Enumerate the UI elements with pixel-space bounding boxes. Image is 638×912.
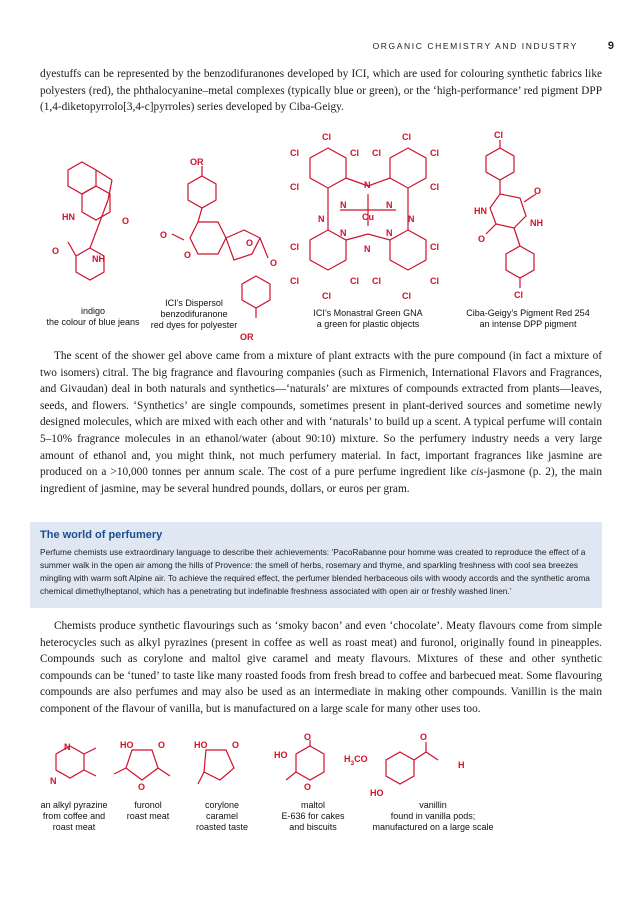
furonol-caption-line-2: roast meat (126, 811, 170, 821)
monastral-structure (290, 132, 439, 301)
dispersol-atom-o4: O (270, 258, 278, 268)
monastral-cl-8: Cl (430, 182, 439, 192)
dpp-caption-line-2: an intense DPP pigment (479, 319, 577, 329)
furonol-atom-ho: HO (120, 740, 134, 750)
monastral-cl-2: Cl (402, 132, 411, 142)
indigo-caption-line-1: indigo (80, 306, 106, 316)
maltol-caption-line-3: and biscuits (289, 822, 337, 832)
vanillin-caption-line-1: vanillin (419, 800, 447, 810)
monastral-cl-1: Cl (322, 132, 331, 142)
maltol-atom-ho: HO (274, 750, 288, 760)
corylone-atom-o: O (232, 740, 240, 750)
monastral-cl-3: Cl (290, 148, 299, 158)
dispersol-caption (134, 298, 254, 331)
indigo-atom-o1: O (122, 216, 130, 226)
pyrazine-n-2: N (50, 776, 57, 786)
dispersol-caption-line-2: benzodifuranone (160, 309, 228, 319)
maltol-caption-line-1: maltol (300, 800, 325, 810)
vanillin-atom-ho: HO (370, 788, 384, 798)
dpp-atom-o1: O (534, 186, 542, 196)
dispersol-atom-o3: O (246, 238, 254, 248)
dpp-caption (450, 308, 606, 330)
dispersol-atom-o2: O (184, 250, 192, 260)
dye-structures-figure (30, 128, 610, 340)
monastral-cu: Cu (362, 212, 374, 222)
running-title: ORGANIC CHEMISTRY AND INDUSTRY (372, 41, 578, 51)
cis-italic: cis (470, 466, 484, 479)
pyrazine-caption-line-1: an alkyl pyrazine (40, 800, 108, 810)
furonol-atom-o1: O (158, 740, 166, 750)
vanillin-atom-h3co: $H_3CO$ (344, 754, 368, 767)
dpp-cl-bottom: Cl (514, 290, 523, 300)
monastral-n-4: N (318, 214, 325, 224)
paragraph-flavourings: Chemists produce synthetic flavourings such as ‘smoky bacon’ and even ‘chocolate’. Meaty flavours come from simple heterocycles such as alkyl pyrazines (present in coffee as well as roast meat) and furonol, originally found in pineapples. Compounds such as corylone and maltol give caramel and meaty flavours. Mixtures of these and other synthetic compounds can be ‘tuned’ to taste like many roasted foods from fresh bread to coffee and barbecued meat. Some flavouring compounds are also perfumes and may also be used as an intermediate in making other compounds. Vanillin is the main component of the flavour of vanilla, but is manufactured on a large scale for many other uses too. (40, 620, 602, 715)
monastral-n-8: N (364, 244, 371, 254)
furonol-structure (114, 740, 170, 792)
box-title: The world of perfumery (40, 529, 163, 541)
corylone-caption-line-2: caramel (205, 811, 238, 821)
monastral-n-2: N (340, 200, 347, 210)
maltol-caption (268, 800, 358, 833)
monastral-cl-15: Cl (322, 291, 331, 301)
vanillin-atom-h: H (458, 760, 465, 770)
corylone-structure (194, 740, 239, 784)
vanillin-caption (358, 800, 508, 833)
furonol-caption (114, 800, 182, 822)
indigo-structure (52, 162, 129, 280)
maltol-caption-line-2: E-636 for cakes (281, 811, 345, 821)
maltol-structure (274, 732, 324, 792)
monastral-cl-11: Cl (290, 276, 299, 286)
paragraph2-text: The scent of the shower gel above came from a mixture of plant extracts with the pure compound (in fact a mixture of two isomers) citral. The big fragrance and flavouring companies (such as Firmenich, International Flavors and Fragrances, and Givaudan) deal in both naturals and synthetics—‘naturals’ are mixtures of compounds extracted from plants—leaves, seeds, and flowers. ‘Synthetics’ are single compounds, sometimes present in plant-derived sources and sometime newly designed molecules, which are mixed with each other and with ‘naturals’ to build up a scent. A typical perfume will contain 5–10% fragrance molecules in an ethanol/water (about 90:10) mixture. So the perfumery industry needs a very large amount of ethanol and, you might think, not much perfumery material. In fact, important fragrances like jasmine are produced on a >10,000 tonnes per annum scale. The cost of a pure perfume ingredient like (40, 350, 602, 479)
monastral-cl-7: Cl (290, 182, 299, 192)
dispersol-caption-line-3: red dyes for polyester (150, 320, 238, 330)
indigo-atom-o2: O (52, 246, 60, 256)
monastral-caption-line-1: ICI’s Monastral Green GNA (313, 308, 423, 318)
running-header (373, 40, 614, 52)
dpp-cl-top: Cl (494, 130, 503, 140)
pyrazine-caption (28, 800, 120, 833)
monastral-n-5: N (408, 214, 415, 224)
dispersol-atom-or-top: OR (190, 157, 204, 167)
monastral-caption (300, 308, 436, 330)
monastral-cl-6: Cl (430, 148, 439, 158)
dpp-atom-nh: NH (530, 218, 543, 228)
intro-paragraph: dyestuffs can be represented by the benzodifuranones developed by ICI, which are used for colouring synthetic fabrics like polyesters (red), the phthalocyanine–metal complexes (typically blue or green), or the ‘high-performance’ red pigment DPP (1,4-diketopyrrolo[3,4-c]pyrroles) series developed by Ciba-Geigy. (40, 68, 602, 114)
vanillin-caption-line-3: manufactured on a large scale (372, 822, 494, 832)
pyrazine-n-1: N (64, 742, 71, 752)
corylone-atom-ho: HO (194, 740, 208, 750)
pyrazine-caption-line-2: from coffee and (42, 811, 106, 821)
monastral-cl-14: Cl (430, 276, 439, 286)
pyrazine-structure (50, 742, 96, 786)
page-number: 9 (607, 40, 614, 52)
maltol-atom-o-ring: O (304, 782, 312, 792)
dpp-caption-line-1: Ciba-Geigy’s Pigment Red 254 (466, 308, 590, 318)
monastral-cl-13: Cl (372, 276, 381, 286)
furonol-atom-o2: O (138, 782, 146, 792)
monastral-cl-10: Cl (430, 242, 439, 252)
maltol-atom-o-top: O (304, 732, 312, 742)
monastral-cl-12: Cl (350, 276, 359, 286)
vanillin-structure (344, 732, 465, 798)
dpp-structure (474, 130, 543, 300)
box-text: Perfume chemists use extraordinary language to describe their achievements: ‘PacoRabanne pour homme was created to reproduce the effect of a summer walk in the open air among the hills of Provence: the smell of herbs, rosemary and thyme, and sparkling freshness with cool sea breezes mingling with warm soft Alpine air. To achieve the required effect, the perfumer blended herbaceous oils with woody accords and the synthetic aroma chemical dimethylheptanol, which has a penetrating but indefinable freshness associated with open air or freshly washed linen.’ (40, 547, 590, 596)
monastral-caption-line-2: a green for plastic objects (316, 319, 420, 329)
dispersol-atom-or-bottom: OR (240, 332, 254, 340)
corylone-caption-line-1: corylone (204, 800, 240, 810)
monastral-cl-4: Cl (350, 148, 359, 158)
monastral-n-1: N (364, 180, 371, 190)
monastral-n-7: N (386, 228, 393, 238)
monastral-cl-9: Cl (290, 242, 299, 252)
monastral-cl-16: Cl (402, 291, 411, 301)
perfumery-info-box (30, 522, 602, 608)
dispersol-caption-line-1: ICI’s Dispersol (165, 298, 223, 308)
vanillin-caption-line-2: found in vanilla pods; (390, 811, 476, 821)
dpp-atom-hn: HN (474, 206, 487, 216)
monastral-n-3: N (386, 200, 393, 210)
corylone-caption (184, 800, 260, 833)
pyrazine-caption-line-3: roast meat (52, 822, 96, 832)
paragraph-perfume-industry (40, 348, 602, 497)
dpp-atom-o2: O (478, 234, 486, 244)
paragraph2-tail: -jasmone (p. 2), the main ingredient of jasmine, may be several hundred pounds, dollars, or euros per gram. (40, 466, 602, 495)
furonol-caption-line-1: furonol (134, 800, 162, 810)
corylone-caption-line-3: roasted taste (195, 822, 249, 832)
vanillin-atom-o: O (420, 732, 428, 742)
indigo-caption-line-2: the colour of blue jeans (46, 317, 140, 327)
monastral-cl-5: Cl (372, 148, 381, 158)
indigo-atom-hn: HN (62, 212, 75, 222)
indigo-atom-nh: NH (92, 254, 105, 264)
monastral-n-6: N (340, 228, 347, 238)
flavour-structures-figure (28, 732, 618, 842)
flavour-structures-svg (28, 732, 618, 802)
dispersol-atom-o1: O (160, 230, 168, 240)
